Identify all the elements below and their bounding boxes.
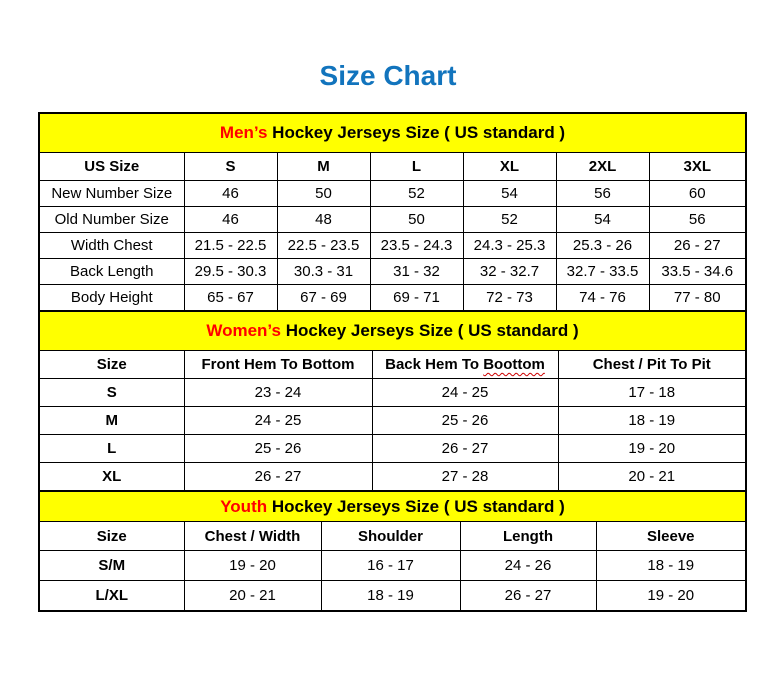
mens-col-header: XL bbox=[463, 153, 556, 181]
youth-row-label: S/M bbox=[39, 551, 184, 581]
mens-col-header: M bbox=[277, 153, 370, 181]
mens-size-value: 77 - 80 bbox=[649, 285, 746, 312]
youth-col-header: Length bbox=[460, 522, 596, 551]
mens-size-value: 29.5 - 30.3 bbox=[184, 259, 277, 285]
mens-size-value: 56 bbox=[556, 181, 649, 207]
womens-size-value: 19 - 20 bbox=[558, 435, 746, 463]
mens-size-value: 50 bbox=[277, 181, 370, 207]
mens-row-label: Width Chest bbox=[39, 233, 184, 259]
youth-title-rest: Hockey Jerseys Size ( US standard ) bbox=[267, 496, 565, 516]
womens-size-value: 25 - 26 bbox=[184, 435, 372, 463]
youth-section-title bbox=[39, 491, 746, 522]
youth-size-value: 16 - 17 bbox=[321, 551, 460, 581]
womens-size-table bbox=[38, 310, 747, 492]
misspelled-word: Boottom bbox=[483, 356, 545, 373]
page-title: Size Chart bbox=[319, 60, 457, 91]
womens-title-highlight: Women’s bbox=[206, 321, 281, 340]
mens-size-value: 50 bbox=[370, 207, 463, 233]
womens-col-header: Chest / Pit To Pit bbox=[558, 351, 746, 379]
youth-col-header: Chest / Width bbox=[184, 522, 321, 551]
youth-size-value: 18 - 19 bbox=[596, 551, 746, 581]
mens-size-value: 74 - 76 bbox=[556, 285, 649, 312]
mens-row bbox=[39, 207, 746, 233]
mens-size-value: 69 - 71 bbox=[370, 285, 463, 312]
womens-size-value: 25 - 26 bbox=[372, 407, 558, 435]
youth-size-value: 18 - 19 bbox=[321, 581, 460, 612]
womens-col-header: Back Hem To Boottom bbox=[372, 351, 558, 379]
youth-row bbox=[39, 581, 746, 612]
mens-size-value: 65 - 67 bbox=[184, 285, 277, 312]
mens-row bbox=[39, 285, 746, 312]
mens-row-label: Old Number Size bbox=[39, 207, 184, 233]
youth-col-header: Shoulder bbox=[321, 522, 460, 551]
mens-size-value: 33.5 - 34.6 bbox=[649, 259, 746, 285]
mens-size-value: 60 bbox=[649, 181, 746, 207]
mens-size-value: 67 - 69 bbox=[277, 285, 370, 312]
mens-col-header: L bbox=[370, 153, 463, 181]
womens-size-value: 26 - 27 bbox=[184, 463, 372, 492]
womens-size-value: 27 - 28 bbox=[372, 463, 558, 492]
mens-col-header: S bbox=[184, 153, 277, 181]
youth-col-header: Size bbox=[39, 522, 184, 551]
mens-size-value: 21.5 - 22.5 bbox=[184, 233, 277, 259]
youth-row bbox=[39, 551, 746, 581]
mens-size-value: 56 bbox=[649, 207, 746, 233]
youth-size-table bbox=[38, 490, 747, 612]
womens-row-label: S bbox=[39, 379, 184, 407]
womens-title-rest: Hockey Jerseys Size ( US standard ) bbox=[280, 321, 579, 340]
youth-col-header: Sleeve bbox=[596, 522, 746, 551]
mens-size-value: 46 bbox=[184, 207, 277, 233]
womens-row-label: M bbox=[39, 407, 184, 435]
mens-size-value: 72 - 73 bbox=[463, 285, 556, 312]
womens-row bbox=[39, 379, 746, 407]
mens-title-rest: Hockey Jerseys Size ( US standard ) bbox=[267, 123, 566, 142]
mens-size-table bbox=[38, 112, 747, 312]
womens-size-value: 24 - 25 bbox=[372, 379, 558, 407]
mens-row bbox=[39, 259, 746, 285]
mens-size-value: 30.3 - 31 bbox=[277, 259, 370, 285]
womens-section-title bbox=[39, 311, 746, 351]
mens-size-value: 23.5 - 24.3 bbox=[370, 233, 463, 259]
mens-size-value: 26 - 27 bbox=[649, 233, 746, 259]
mens-col-header: US Size bbox=[39, 153, 184, 181]
mens-size-value: 31 - 32 bbox=[370, 259, 463, 285]
mens-size-value: 32.7 - 33.5 bbox=[556, 259, 649, 285]
mens-section-title bbox=[39, 113, 746, 153]
mens-size-value: 54 bbox=[556, 207, 649, 233]
mens-size-value: 22.5 - 23.5 bbox=[277, 233, 370, 259]
size-chart bbox=[38, 112, 747, 612]
womens-col-header: Front Hem To Bottom bbox=[184, 351, 372, 379]
mens-size-value: 54 bbox=[463, 181, 556, 207]
mens-size-value: 52 bbox=[463, 207, 556, 233]
womens-size-value: 17 - 18 bbox=[558, 379, 746, 407]
mens-row-label: Body Height bbox=[39, 285, 184, 312]
mens-size-value: 24.3 - 25.3 bbox=[463, 233, 556, 259]
youth-title-highlight: Youth bbox=[220, 496, 268, 516]
womens-size-value: 20 - 21 bbox=[558, 463, 746, 492]
womens-row bbox=[39, 407, 746, 435]
womens-col-header: Size bbox=[39, 351, 184, 379]
youth-row-label: L/XL bbox=[39, 581, 184, 612]
youth-size-value: 26 - 27 bbox=[460, 581, 596, 612]
youth-size-value: 24 - 26 bbox=[460, 551, 596, 581]
womens-size-value: 24 - 25 bbox=[184, 407, 372, 435]
womens-row bbox=[39, 435, 746, 463]
youth-size-value: 19 - 20 bbox=[596, 581, 746, 612]
mens-row bbox=[39, 233, 746, 259]
mens-col-header: 2XL bbox=[556, 153, 649, 181]
womens-size-value: 26 - 27 bbox=[372, 435, 558, 463]
mens-row-label: Back Length bbox=[39, 259, 184, 285]
womens-row-label: L bbox=[39, 435, 184, 463]
mens-title-highlight: Men’s bbox=[219, 123, 268, 142]
womens-row bbox=[39, 463, 746, 492]
mens-size-value: 25.3 - 26 bbox=[556, 233, 649, 259]
youth-size-value: 19 - 20 bbox=[184, 551, 321, 581]
mens-row bbox=[39, 181, 746, 207]
womens-size-value: 23 - 24 bbox=[184, 379, 372, 407]
womens-row-label: XL bbox=[39, 463, 184, 492]
mens-col-header: 3XL bbox=[649, 153, 746, 181]
womens-size-value: 18 - 19 bbox=[558, 407, 746, 435]
mens-size-value: 48 bbox=[277, 207, 370, 233]
mens-size-value: 32 - 32.7 bbox=[463, 259, 556, 285]
mens-row-label: New Number Size bbox=[39, 181, 184, 207]
youth-size-value: 20 - 21 bbox=[184, 581, 321, 612]
mens-size-value: 52 bbox=[370, 181, 463, 207]
mens-size-value: 46 bbox=[184, 181, 277, 207]
